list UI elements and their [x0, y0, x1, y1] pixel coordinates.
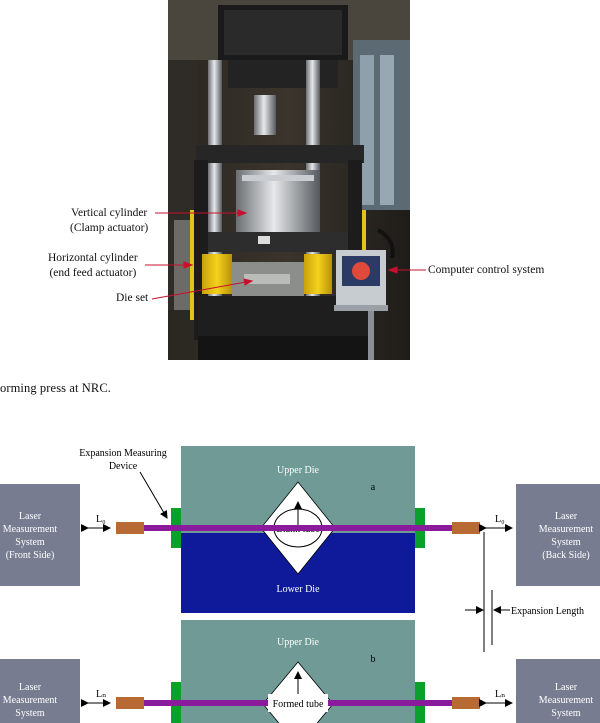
laser-front-line3: System	[15, 537, 45, 548]
laser-front-line4: (Front Side)	[5, 550, 55, 561]
leader-die-set	[152, 282, 246, 299]
arrow-die-set	[244, 279, 252, 285]
clamp-actuator-text: (Clamp actuator)	[70, 222, 149, 234]
ln-left-label: Lₙ	[96, 689, 107, 700]
l0-left-label: L₀	[96, 514, 106, 525]
laser-back-line4: (Back Side)	[542, 550, 590, 561]
tube-a	[116, 525, 482, 531]
laser-front-box	[0, 484, 80, 586]
lower-die-a-label: Lower Die	[276, 584, 320, 595]
panel-letter-b: b	[370, 654, 376, 665]
end-feed-actuator-text: (end feed actuator)	[49, 267, 137, 279]
photo-leader-lines	[0, 0, 600, 360]
laser-b-left-line2: Measurement	[2, 695, 58, 706]
die-set-label: Die set	[116, 292, 149, 304]
panel-letter-a: a	[370, 482, 376, 493]
fitting-b-left-bottom	[171, 706, 181, 723]
laser-back-line1: Laser	[554, 511, 578, 522]
arrow-horizontal-cylinder	[184, 262, 192, 268]
computer-control-label: Computer control system	[428, 264, 545, 276]
fitting-a-right-bottom	[415, 531, 425, 548]
hydroforming-schematic	[0, 440, 600, 723]
laser-back-line2: Measurement	[538, 524, 594, 535]
laser-front-line1: Laser	[18, 511, 42, 522]
panel-a	[0, 446, 600, 613]
laser-b-right-line2: Measurement	[538, 695, 594, 706]
formed-tube-label: Formed tube	[272, 699, 324, 710]
fitting-a-right-top	[415, 508, 425, 525]
expansion-device-line2: Device	[108, 461, 138, 472]
plug-b-left	[116, 697, 144, 709]
l0-right-label: L₀	[495, 514, 505, 525]
laser-b-left-line3: System	[15, 708, 45, 719]
expansion-device-arrow	[140, 472, 167, 518]
plug-b-right	[452, 697, 480, 709]
upper-die-b-label: Upper Die	[277, 637, 319, 648]
laser-b-right-line3: System	[551, 708, 581, 719]
arrow-computer-control	[389, 267, 397, 273]
laser-b-left-line1: Laser	[18, 682, 42, 693]
ln-right-label: Lₙ	[495, 689, 506, 700]
expansion-length-label: Expansion Length	[511, 606, 585, 617]
figure-caption: orming press at NRC.	[0, 381, 112, 395]
panel-b	[0, 620, 600, 723]
upper-die-a-label: Upper Die	[277, 465, 319, 476]
arrow-vertical-cylinder	[238, 210, 246, 216]
laser-front-line2: Measurement	[2, 524, 58, 535]
horizontal-cylinder-text: Horizontal cylinder	[48, 252, 138, 264]
fitting-b-right-bottom	[415, 706, 425, 723]
vertical-cylinder-text: Vertical cylinder	[70, 207, 148, 219]
plug-a-left	[116, 522, 144, 534]
fitting-b-right-top	[415, 682, 425, 700]
fitting-a-left-top	[171, 508, 181, 525]
fitting-a-left-bottom	[171, 531, 181, 548]
laser-b-right-line1: Laser	[554, 682, 578, 693]
plug-a-right	[452, 522, 480, 534]
fitting-b-left-top	[171, 682, 181, 700]
expansion-device-line1: Expansion Measuring	[79, 448, 167, 459]
laser-back-line3: System	[551, 537, 581, 548]
laser-back-box	[516, 484, 600, 586]
photo-annotations	[0, 0, 600, 360]
